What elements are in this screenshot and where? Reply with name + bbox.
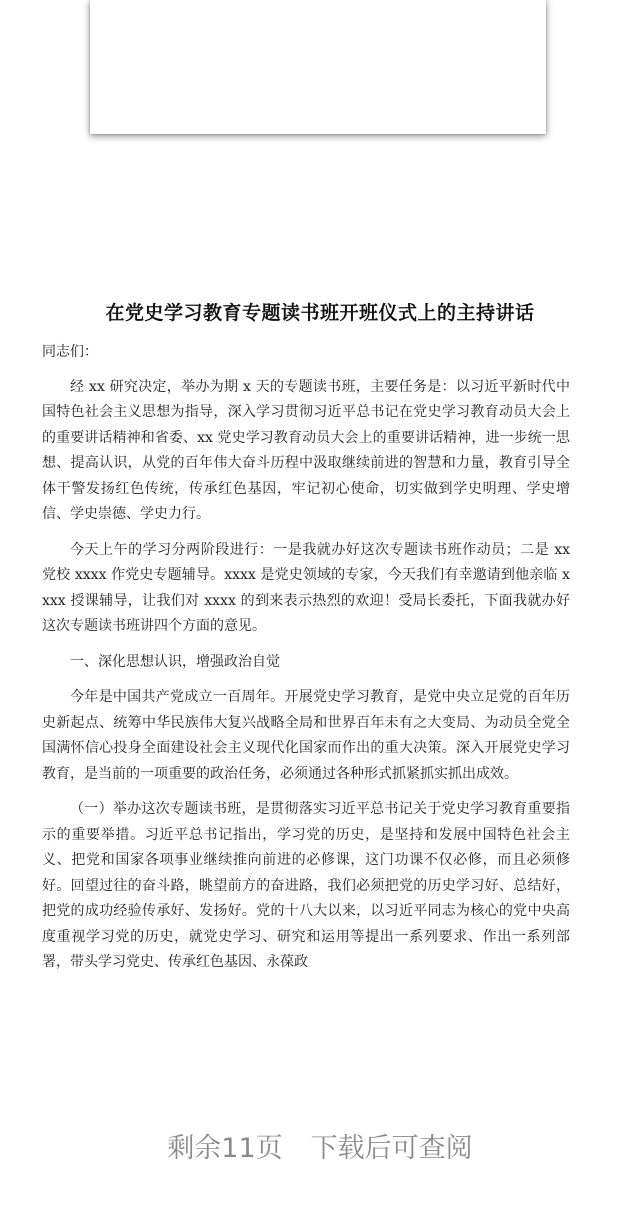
document-title: 在党史学习教育专题读书班开班仪式上的主持讲话 <box>105 302 535 324</box>
download-hint: 下载后可查阅 <box>310 1133 473 1164</box>
remaining-pages-count: 剩余11页 <box>167 1133 283 1164</box>
paragraph: 经 xx 研究决定，举办为期 x 天的专题读书班，主要任务是：以习近平新时代中国特色社会主义思想为指导，深入学习贯彻习近平总书记在党史学习教育动员大会上的重要讲话精神和省委、xx 党史学习教育动员大会上的重要讲话精神，进一步统一思想、提高认识，从党的百年伟大奋斗历程中汲取继续前进的智慧和力量，教育引导全体干警发扬红色传统，传承红色基因，牢记初心使命，切实做到学史明理、学史增信、学史崇德、学史力行。 <box>42 378 570 522</box>
paragraph: （一）举办这次专题读书班，是贯彻落实习近平总书记关于党史学习教育重要指示的重要举措。习近平总书记指出，学习党的历史，是坚持和发展中国特色社会主义、把党和国家各项事业继续推向前进的必修课，这门功课不仅必修，而且必须修好。回望过往的奋斗路，眺望前方的奋进路，我们必须把党的历史学习好、总结好，把党的成功经验传承好、发扬好。党的十八大以来，以习近平同志为核心的党中央高度重视学习党的历史，就党史学习、研究和运用等提出一系列要求、作出一系列部署，带头学习党史、传承红色基因、永葆政 <box>42 801 570 970</box>
previous-page-sheet <box>90 0 546 134</box>
remaining-pages-banner[interactable] <box>0 1126 640 1165</box>
paragraph: 今年是中国共产党成立一百周年。开展党史学习教育，是党中央立足党的百年历史新起点、统筹中华民族伟大复兴战略全局和世界百年未有之大变局、为动员全党全国满怀信心投身全面建设社会主义现代化国家而作出的重大决策。深入开展党史学习教育，是当前的一项重要的政治任务，必须通过各种形式抓紧抓实抓出成效。 <box>42 689 570 782</box>
salutation: 同志们： <box>42 344 98 360</box>
section-heading: 一、深化思想认识，增强政治自觉 <box>70 653 280 670</box>
paragraph: 今天上午的学习分两阶段进行：一是我就办好这次专题读书班作动员；二是 xx 党校 xxxx 作党史专题辅导。xxxx 是党史领域的专家，今天我们有幸邀请到他亲临 xxxx 授课辅导，让我们对 xxxx 的到来表示热烈的欢迎！受局长委托，下面我就办好这次专题读书班讲四个方面的意见。 <box>42 541 570 634</box>
document-body <box>42 340 570 986</box>
